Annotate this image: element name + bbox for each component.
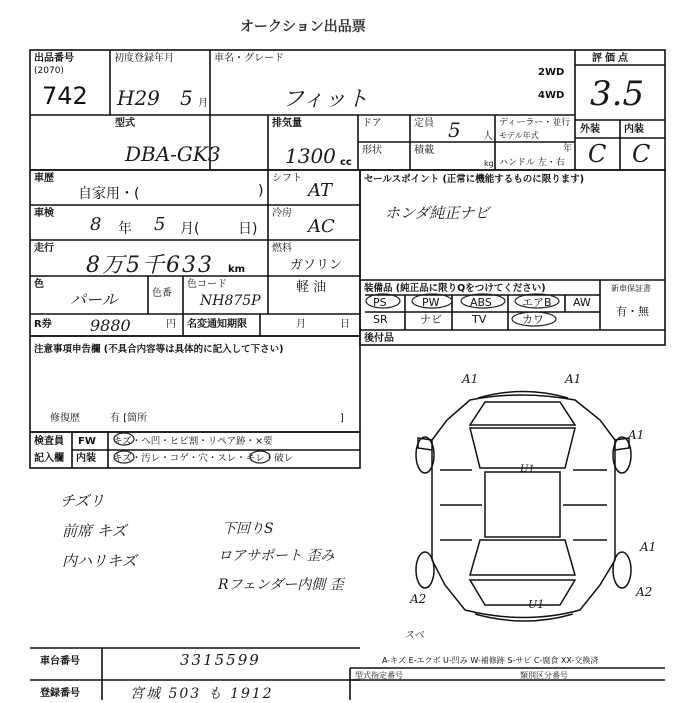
recycle-value: 9880: [90, 316, 131, 335]
mark-front-right: A1: [565, 372, 582, 386]
color-value: パール: [70, 290, 118, 309]
lot-sub: (2070): [34, 66, 64, 76]
equip-leather: カワ: [522, 313, 544, 326]
hw-note-3: 内ハリキズ: [62, 552, 137, 570]
grade-score: 3.5: [590, 74, 645, 114]
fuel-label: 燃料: [272, 243, 292, 254]
history-label: 車歴: [34, 173, 54, 184]
type-label: 型式: [115, 118, 135, 129]
drive-4wd: 4WD: [538, 90, 565, 101]
aircon-label: 冷房: [272, 208, 292, 219]
inspector-row1: キズ・へ凹・ヒビ割・リペア跡・×要: [113, 436, 273, 447]
aftermarket-label: 後付品: [364, 333, 394, 344]
interior-grade: C: [632, 140, 651, 168]
equip-tv: TV: [472, 313, 487, 326]
recycle-unit: 円: [166, 319, 176, 330]
equipment-label: 装備品 (純正品に限りQをつけてください): [364, 283, 546, 294]
reg-no-label: 登録番号: [40, 688, 80, 699]
chassis-value: 3315599: [180, 651, 261, 669]
chassis-label: 車台番号: [40, 656, 80, 667]
model-year-label: モデル年式: [499, 131, 539, 140]
inspector-row2: キズ・汚レ・コゲ・穴・スレ・キレ・破レ: [113, 453, 294, 464]
sales-point-value: ホンダ純正ナビ: [385, 204, 490, 222]
mileage-value: 8万5千633: [86, 253, 214, 278]
equip-pw: PW: [422, 296, 440, 309]
mark-right-front: A1: [628, 428, 645, 442]
interior-label: 内装: [624, 124, 644, 135]
inspector-note-2: ロアサポート 歪み: [218, 548, 335, 564]
shift-value: AT: [308, 180, 333, 201]
inspector-note-1: 下回りS: [222, 521, 274, 537]
exterior-label: 外装: [580, 124, 600, 135]
name-change-day: 日: [340, 319, 350, 330]
capacity-value: 5: [448, 118, 461, 142]
mileage-unit: km: [228, 264, 246, 275]
load-label: 積載: [414, 145, 434, 156]
capacity-label: 定員: [414, 118, 434, 129]
inspector-fw-tag: FW: [78, 436, 96, 447]
lot-label: 出品番号: [34, 53, 74, 64]
inspection-day-unit: 日): [238, 221, 258, 237]
model-year-unit: 年: [563, 144, 573, 154]
reg-no-value: 宮城 503 も 1912: [130, 686, 274, 702]
registration-month-unit: 月: [198, 98, 208, 109]
certification-sub: 類別区分番号: [520, 671, 568, 680]
damage-legend: A-キズ E-エクボ U-凹み W-補修跡 S-サビ C-腐食 XX-交換済: [382, 656, 599, 665]
color-code-label2: 色コード: [187, 279, 227, 290]
shape-label: 形状: [362, 145, 382, 156]
inspection-month: 5: [154, 214, 166, 235]
certification-label: 型式指定番号: [355, 671, 403, 680]
color-label: 色: [34, 279, 44, 290]
warranty-value: 有・無: [616, 305, 649, 318]
displacement-label: 排気量: [272, 118, 302, 129]
mark-left-rear: A2: [410, 592, 427, 606]
history-value: 自家用・(: [78, 186, 140, 202]
mark-front-left: A1: [462, 372, 479, 386]
name-change-label: 名変通知期限: [187, 319, 247, 330]
inspection-month-unit: 月(: [180, 221, 200, 237]
type-value: DBA-GK3: [125, 142, 221, 166]
capacity-unit: 人: [483, 131, 493, 142]
inspection-label: 車検: [34, 208, 54, 219]
registration-label: 初度登録年月: [114, 53, 174, 64]
inspector-note-3: Rフェンダー内側 歪: [218, 577, 344, 593]
handle-label: ハンドル 左・右: [499, 158, 565, 168]
mark-roof: U1: [520, 464, 535, 475]
inspection-year: 8: [90, 214, 102, 235]
model-label: 車名・グレード: [214, 53, 284, 64]
exterior-grade: C: [588, 140, 607, 168]
mileage-label: 走行: [34, 243, 54, 254]
registration-month: 5: [180, 86, 193, 110]
car-diagram: [416, 392, 631, 622]
lot-number: 742: [42, 82, 88, 110]
form-title: オークション出品票: [240, 19, 366, 35]
inspector-interior-tag: 内装: [76, 453, 96, 464]
mark-spare: スペ: [404, 630, 424, 641]
recycle-label: R券: [34, 319, 52, 330]
warranty-label: 新車保証書: [611, 284, 651, 293]
notes-header: 注意事項申告欄 (不具合内容等は具体的に記入して下さい): [34, 344, 284, 355]
aircon-value: AC: [308, 216, 335, 237]
name-change-month: 月: [296, 319, 306, 330]
history-close: ): [258, 183, 264, 199]
repair-label: 修復歴: [50, 413, 80, 424]
registration-year: H29: [117, 86, 160, 110]
displacement-value: 1300: [285, 144, 336, 168]
equip-navi: ナビ: [420, 313, 442, 326]
color-code: NH875P: [200, 293, 261, 309]
door-label: ドア: [362, 118, 382, 129]
shift-label: シフト: [272, 173, 302, 184]
hw-note-1: チズリ: [60, 492, 105, 510]
equip-aw: AW: [573, 296, 591, 309]
fuel-value: ガソリン: [290, 258, 343, 273]
inspector-entry-label: 記入欄: [34, 453, 64, 464]
dealer-label: ディーラー・並行: [499, 118, 571, 128]
model-name: フィット: [282, 87, 369, 112]
mark-rear-right: A2: [636, 585, 653, 599]
fuel-alt: 軽 油: [296, 280, 327, 295]
grade-label: 評価点: [592, 53, 631, 64]
drive-2wd: 2WD: [538, 67, 565, 78]
load-unit: kg: [484, 159, 494, 168]
equip-sr: SR: [373, 313, 388, 326]
color-code-label: 色番: [152, 288, 172, 299]
equip-ps: PS: [373, 296, 387, 309]
equip-abs: ABS: [470, 296, 492, 309]
sales-point-label: セールスポイント (正常に機能するものに限ります): [364, 174, 585, 185]
inspector-label: 検査員: [34, 436, 64, 447]
hw-note-2: 前席 キズ: [62, 522, 127, 540]
repair-value: 有 [箇所: [110, 413, 148, 424]
mark-right-rear: A1: [640, 540, 657, 554]
mark-rear-center: U1: [528, 598, 545, 611]
displacement-unit: cc: [340, 157, 352, 168]
repair-close: ]: [340, 413, 344, 424]
inspection-year-unit: 年: [118, 221, 132, 237]
equip-airbag: エアB: [522, 296, 552, 309]
